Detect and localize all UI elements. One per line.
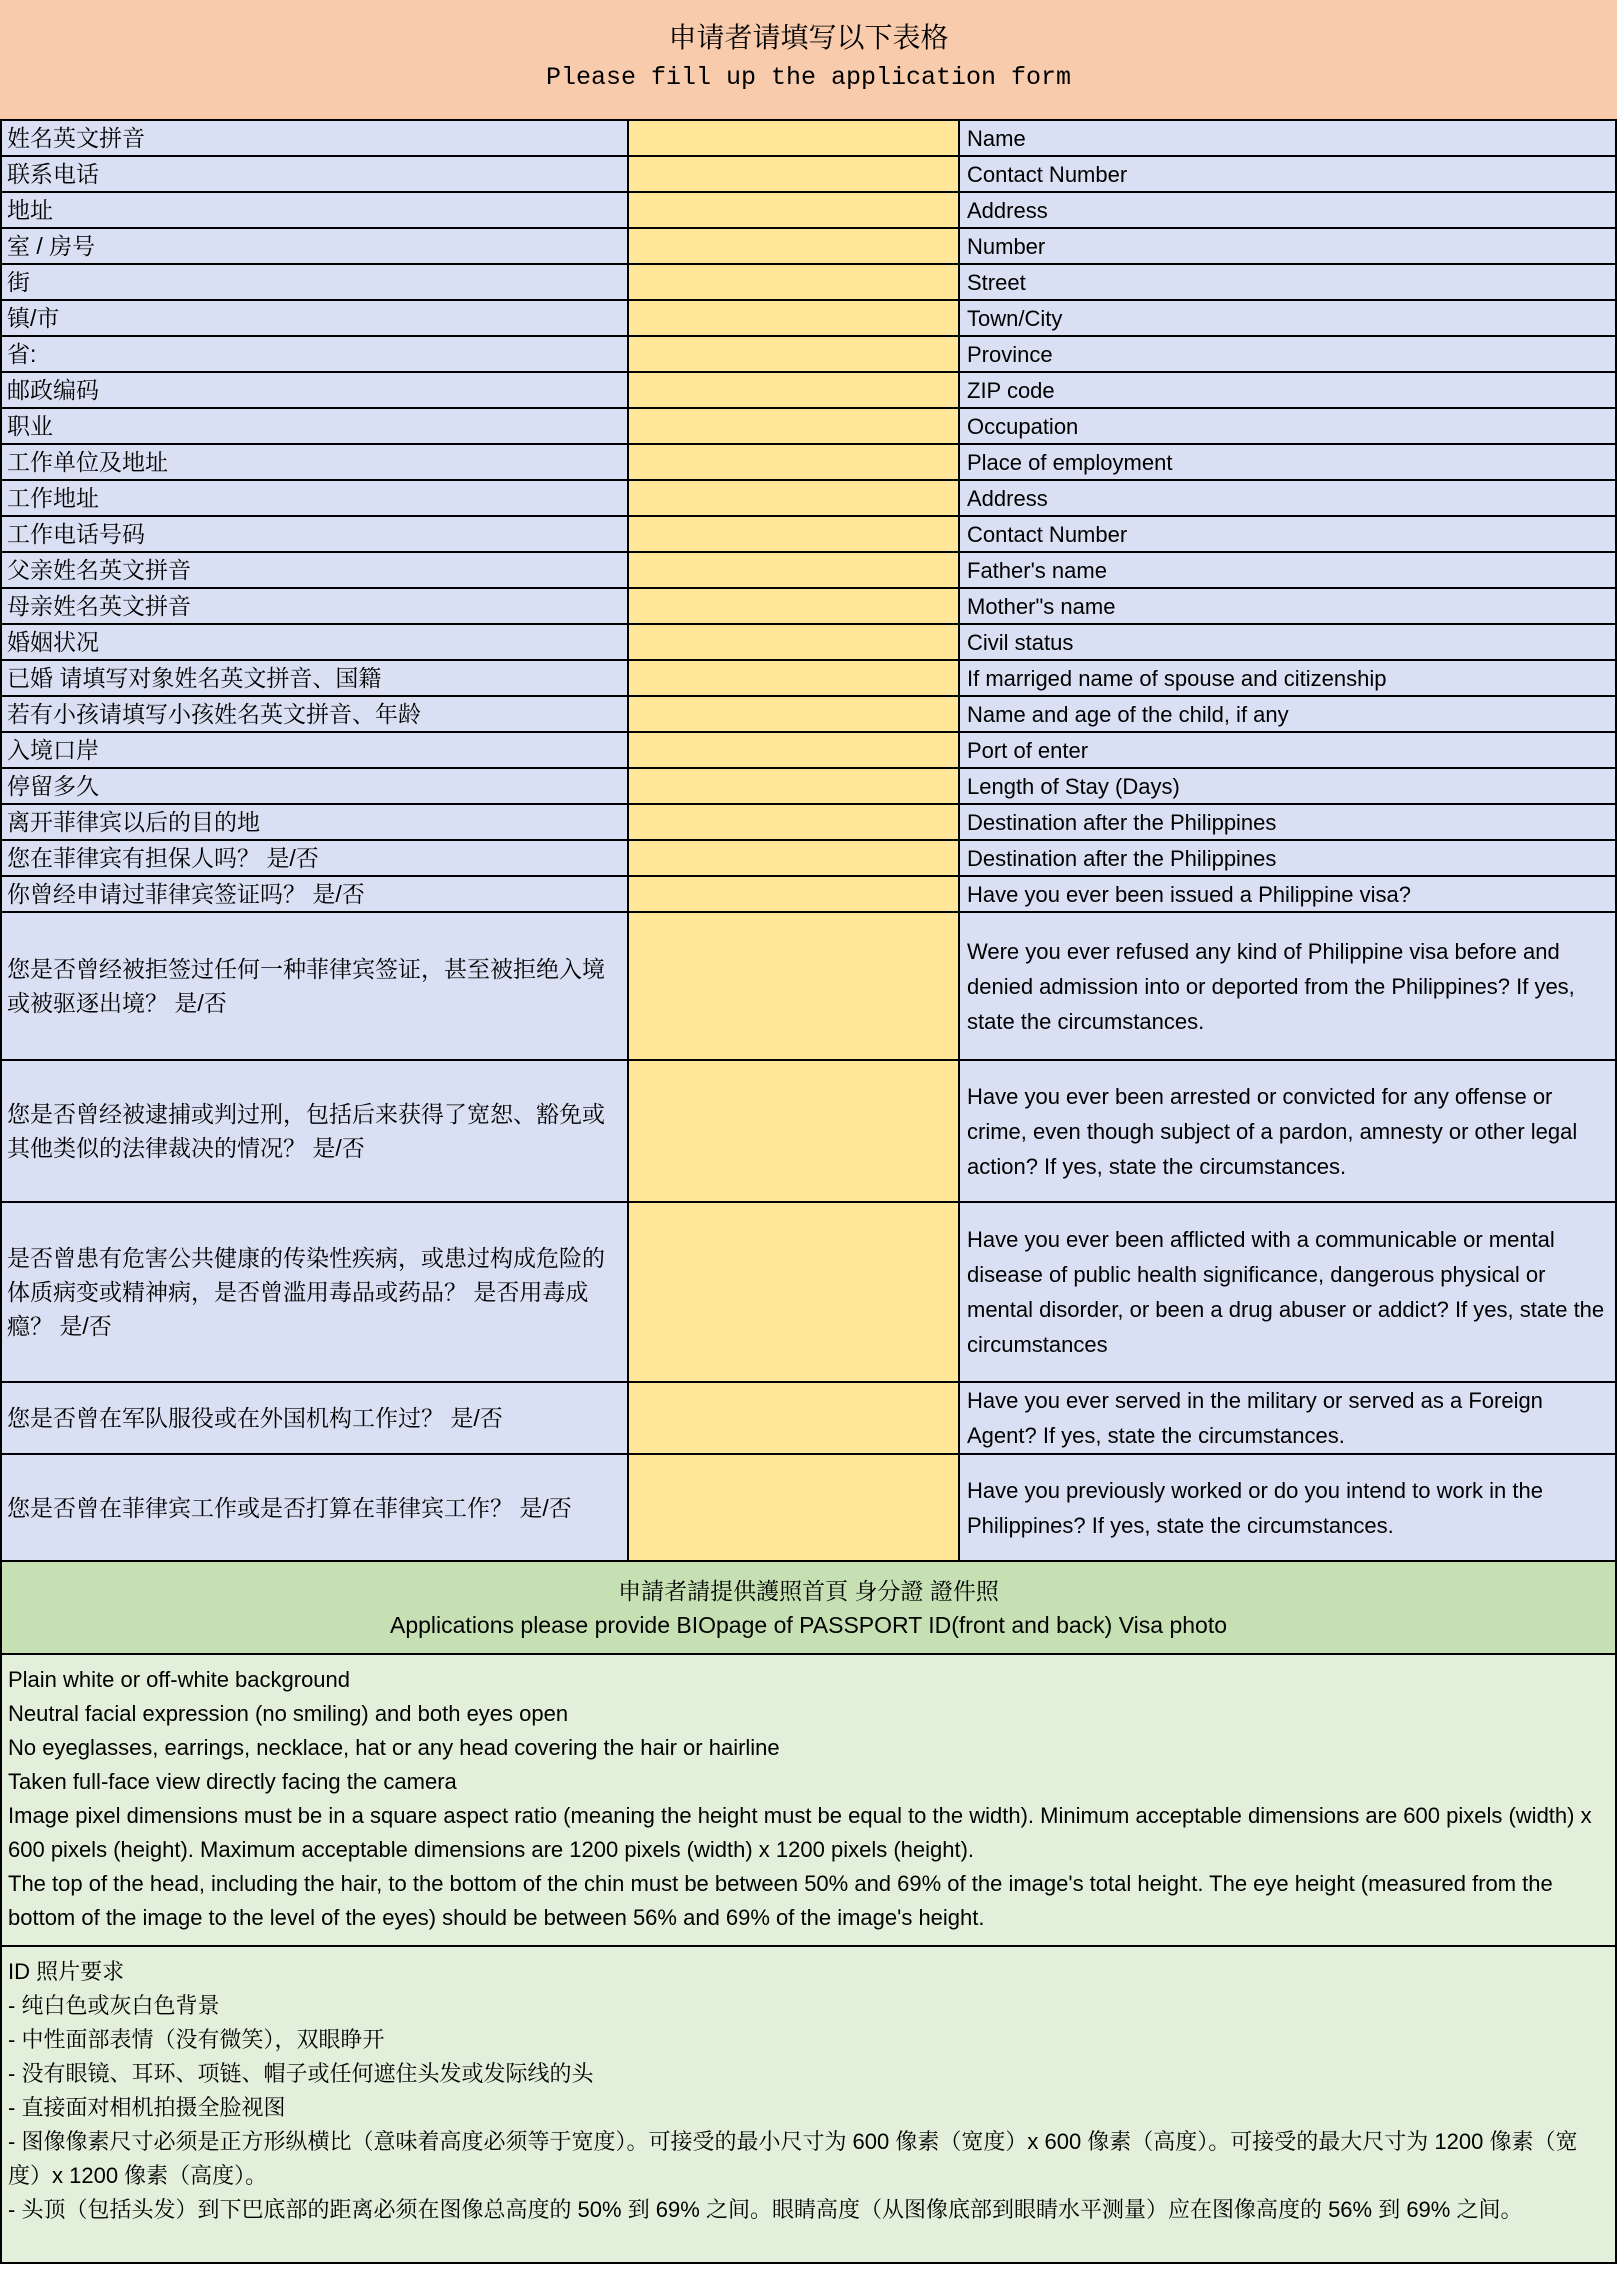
field-label-english: If marriged name of spouse and citizenship [960,661,1615,695]
form-title-english: Please fill up the application form [545,63,1072,92]
input-cell[interactable] [629,589,960,623]
table-row [2,1061,1615,1203]
input-cell[interactable] [629,445,960,479]
form-title-header [0,0,1617,119]
input-cell[interactable] [629,229,960,263]
field-label-chinese: 您是否曾经被逮捕或判过刑，包括后来获得了宽恕、豁免或其他类似的法律裁决的情况？ 是/否 [2,1061,629,1201]
field-label-chinese: 母亲姓名英文拼音 [2,589,629,623]
field-label-chinese: 工作电话号码 [2,517,629,551]
field-label-chinese: 联系电话 [2,157,629,191]
input-cell[interactable] [629,625,960,659]
table-row [2,157,1615,193]
requirement-line: Image pixel dimensions must be in a square aspect ratio (meaning the height must be equal to the width). Minimum acceptable dimensions are 600 pixels (width) x 600 pixels (height). Maximum acceptable dimensions are 1200 pixels (width) x 1200 pixels (height). [8,1803,1592,1862]
table-row [2,877,1615,913]
input-cell[interactable] [629,481,960,515]
field-label-english: Occupation [960,409,1615,443]
table-row [2,337,1615,373]
input-cell[interactable] [629,1383,960,1453]
table-row [2,625,1615,661]
table-row [2,769,1615,805]
field-label-english: Town/City [960,301,1615,335]
field-label-chinese: 室 / 房号 [2,229,629,263]
table-row [2,1455,1615,1562]
input-cell[interactable] [629,841,960,875]
table-row [2,301,1615,337]
documents-section-band [0,1562,1617,1655]
input-cell[interactable] [629,877,960,911]
field-label-chinese: 入境口岸 [2,733,629,767]
input-cell[interactable] [629,193,960,227]
documents-band-english: Applications please provide BIOpage of PASSPORT ID(front and back) Visa photo [390,1612,1227,1638]
field-label-chinese: 街 [2,265,629,299]
input-cell[interactable] [629,157,960,191]
field-label-chinese: 若有小孩请填写小孩姓名英文拼音、年龄 [2,697,629,731]
field-label-chinese: 婚姻状况 [2,625,629,659]
field-label-english: Were you ever refused any kind of Philippine visa before and denied admission into or deported from the Philippines? If yes, state the circumstances. [960,913,1615,1059]
field-label-english: Name [960,121,1615,155]
field-label-english: Province [960,337,1615,371]
field-label-chinese: 邮政编码 [2,373,629,407]
table-row [2,373,1615,409]
form-title-chinese: 申请者请填写以下表格 [668,25,949,56]
requirement-line: - 直接面对相机拍摄全脸视图 [8,2095,286,2120]
field-label-english: Have you ever served in the military or served as a Foreign Agent? If yes, state the circumstances. [960,1383,1615,1453]
field-label-chinese: 工作单位及地址 [2,445,629,479]
field-label-english: Length of Stay (Days) [960,769,1615,803]
field-label-english: Destination after the Philippines [960,841,1615,875]
field-label-english: Number [960,229,1615,263]
field-label-chinese: 镇/市 [2,301,629,335]
requirement-line: - 头顶（包括头发）到下巴底部的距离必须在图像总高度的 50% 到 69% 之间。眼睛高度（从图像底部到眼睛水平测量）应在图像高度的 56% 到 69% 之间。 [8,2197,1523,2222]
table-row [2,265,1615,301]
field-label-english: Address [960,193,1615,227]
field-label-chinese: 你曾经申请过菲律宾签证吗？ 是/否 [2,877,629,911]
field-label-english: Contact Number [960,517,1615,551]
table-row [2,733,1615,769]
field-label-chinese: 工作地址 [2,481,629,515]
field-label-chinese: 您是否曾经被拒签过任何一种菲律宾签证，甚至被拒绝入境或被驱逐出境？ 是/否 [2,913,629,1059]
table-row [2,445,1615,481]
field-label-chinese: 已婚 请填写对象姓名英文拼音、国籍 [2,661,629,695]
input-cell[interactable] [629,373,960,407]
input-cell[interactable] [629,409,960,443]
requirement-line: - 中性面部表情（没有微笑），双眼睁开 [8,2027,385,2052]
field-label-english: Civil status [960,625,1615,659]
input-cell[interactable] [629,1455,960,1560]
field-label-chinese: 地址 [2,193,629,227]
field-label-english: Have you ever been arrested or convicted for any offense or crime, even though subject of a pardon, amnesty or other legal action? If yes, state the circumstances. [960,1061,1615,1201]
input-cell[interactable] [629,1203,960,1381]
table-row [2,661,1615,697]
input-cell[interactable] [629,265,960,299]
table-row [2,1203,1615,1383]
field-label-english: Have you ever been afflicted with a communicable or mental disease of public health significance, dangerous physical or mental disorder, or been a drug abuser or addict? If yes, state the circumstances [960,1203,1615,1381]
photo-requirements-chinese [0,1947,1617,2264]
input-cell[interactable] [629,517,960,551]
table-row [2,553,1615,589]
requirement-line: - 图像像素尺寸必须是正方形纵横比（意味着高度必须等于宽度）。可接受的最小尺寸为 600 像素（宽度）x 600 像素（高度）。可接受的最大尺寸为 1200 像素（宽度）x 1200 像素（高度）。 [8,2129,1578,2188]
field-label-english: Have you previously worked or do you intend to work in the Philippines? If yes, state the circumstances. [960,1455,1615,1560]
field-label-english: Address [960,481,1615,515]
field-label-english: Street [960,265,1615,299]
input-cell[interactable] [629,733,960,767]
requirement-line: The top of the head, including the hair, to the bottom of the chin must be between 50% and 69% of the image's total height. The eye height (measured from the bottom of the image to the level of the eyes) should be between 56% and 69% of the image's height. [8,1871,1553,1930]
input-cell[interactable] [629,769,960,803]
form-table-body [0,119,1617,1562]
table-row [2,517,1615,553]
table-row [2,697,1615,733]
requirement-line: ID 照片要求 [8,1959,125,1984]
field-label-chinese: 停留多久 [2,769,629,803]
requirement-line: Plain white or off-white background [8,1667,351,1692]
requirement-line: Taken full-face view directly facing the camera [8,1769,457,1794]
field-label-chinese: 您是否曾在菲律宾工作或是否打算在菲律宾工作？ 是/否 [2,1455,629,1560]
table-row [2,121,1615,157]
field-label-english: Port of enter [960,733,1615,767]
table-row [2,229,1615,265]
table-row [2,193,1615,229]
field-label-chinese: 您在菲律宾有担保人吗？ 是/否 [2,841,629,875]
input-cell[interactable] [629,337,960,371]
table-row [2,589,1615,625]
field-label-english: Mother"s name [960,589,1615,623]
field-label-chinese: 离开菲律宾以后的目的地 [2,805,629,839]
requirement-line: - 纯白色或灰白色背景 [8,1993,220,2018]
requirement-line: - 没有眼镜、耳环、项链、帽子或任何遮住头发或发际线的头 [8,2061,594,2086]
field-label-english: Name and age of the child, if any [960,697,1615,731]
field-label-chinese: 您是否曾在军队服役或在外国机构工作过？ 是/否 [2,1383,629,1453]
input-cell[interactable] [629,553,960,587]
input-cell[interactable] [629,121,960,155]
requirement-line: Neutral facial expression (no smiling) and both eyes open [8,1701,569,1726]
input-cell[interactable] [629,301,960,335]
table-row [2,481,1615,517]
photo-requirements-english [0,1655,1617,1947]
table-row [2,1383,1615,1455]
input-cell[interactable] [629,661,960,695]
field-label-chinese: 是否曾患有危害公共健康的传染性疾病，或患过构成危险的体质病变或精神病，是否曾滥用毒品或药品？ 是否用毒成瘾？ 是/否 [2,1203,629,1381]
documents-band-chinese: 申請者請提供護照首頁 身分證 證件照 [618,1578,999,1604]
table-row [2,805,1615,841]
field-label-chinese: 省: [2,337,629,371]
table-row [2,841,1615,877]
input-cell[interactable] [629,805,960,839]
field-label-chinese: 父亲姓名英文拼音 [2,553,629,587]
field-label-english: Destination after the Philippines [960,805,1615,839]
table-row [2,409,1615,445]
field-label-chinese: 姓名英文拼音 [2,121,629,155]
field-label-english: Place of employment [960,445,1615,479]
field-label-english: Father's name [960,553,1615,587]
field-label-english: ZIP code [960,373,1615,407]
field-label-english: Contact Number [960,157,1615,191]
input-cell[interactable] [629,1061,960,1201]
table-row [2,913,1615,1061]
requirement-line: No eyeglasses, earrings, necklace, hat or any head covering the hair or hairline [8,1735,780,1760]
field-label-english: Have you ever been issued a Philippine visa? [960,877,1615,911]
input-cell[interactable] [629,697,960,731]
field-label-chinese: 职业 [2,409,629,443]
input-cell[interactable] [629,913,960,1059]
